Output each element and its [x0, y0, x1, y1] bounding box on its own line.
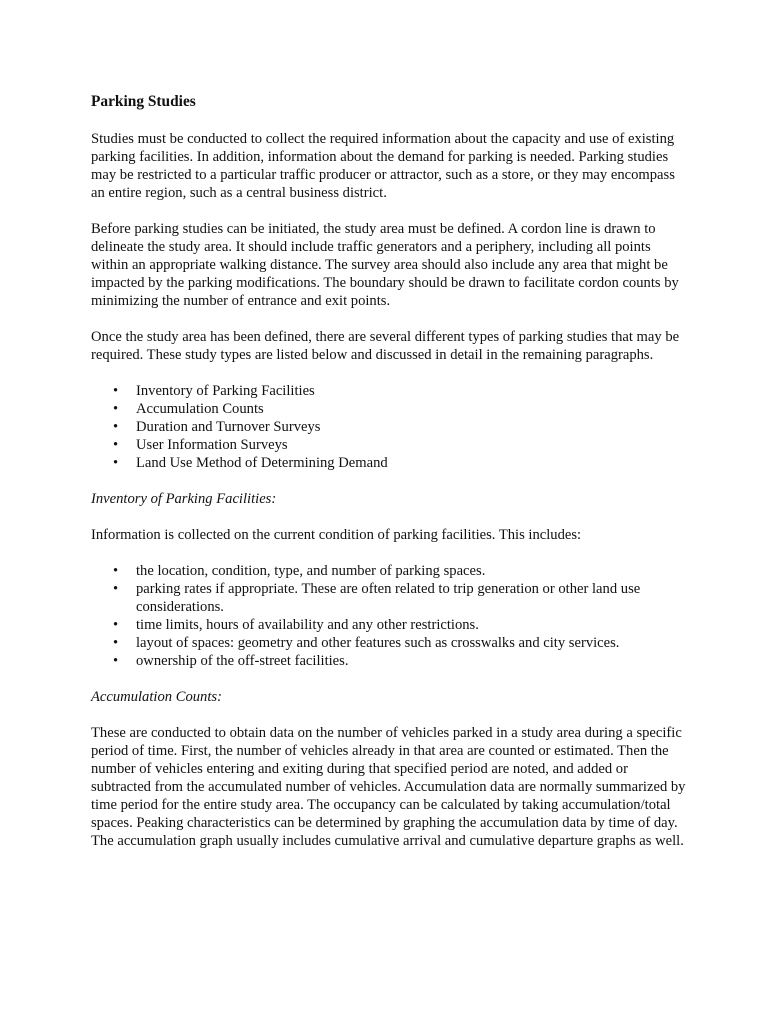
- bullet-icon: •: [113, 563, 119, 579]
- list-item: [91, 634, 691, 652]
- list-item-text: Duration and Turnover Surveys: [136, 419, 321, 435]
- bullet-icon: •: [113, 617, 119, 633]
- list-item-text: User Information Surveys: [136, 437, 288, 453]
- list-item-text: Land Use Method of Determining Demand: [136, 455, 388, 471]
- bullet-icon: •: [113, 455, 119, 471]
- inventory-list: [91, 562, 691, 670]
- list-item-text: Accumulation Counts: [136, 401, 264, 417]
- list-item: [91, 436, 691, 454]
- list-item-text: time limits, hours of availability and any other restrictions.: [136, 617, 479, 633]
- bullet-icon: •: [113, 581, 119, 597]
- bullet-icon: •: [113, 419, 119, 435]
- inventory-heading: Inventory of Parking Facilities:: [91, 491, 277, 507]
- study-area-paragraph: Before parking studies can be initiated, the study area must be defined. A cordon line is drawn to delineate the study area. It should include traffic generators and a periphery, including all points within an appropriate walking distance. The survey area should also include any area that might be impacted by the parking modifications. The boundary should be drawn to facilitate cordon counts by minimizing the number of entrance and exit points.: [91, 221, 679, 309]
- list-item: [91, 652, 691, 670]
- list-item: [91, 418, 691, 436]
- list-item-text: layout of spaces: geometry and other features such as crosswalks and city services.: [136, 635, 620, 651]
- list-item: [91, 400, 691, 418]
- document-page: [91, 92, 691, 868]
- accumulation-heading: Accumulation Counts:: [91, 689, 222, 705]
- bullet-icon: •: [113, 401, 119, 417]
- bullet-icon: •: [113, 635, 119, 651]
- inventory-intro: Information is collected on the current condition of parking facilities. This includes:: [91, 527, 582, 543]
- bullet-icon: •: [113, 383, 119, 399]
- study-types-paragraph: Once the study area has been defined, there are several different types of parking studies that may be required. These study types are listed below and discussed in detail in the remaining paragraphs.: [91, 329, 680, 363]
- list-item-text: the location, condition, type, and number of parking spaces.: [136, 563, 486, 579]
- bullet-icon: •: [113, 437, 119, 453]
- bullet-icon: •: [113, 653, 119, 669]
- list-item: [91, 616, 691, 634]
- study-types-list: [91, 382, 691, 472]
- document-title: Parking Studies: [91, 93, 196, 110]
- accumulation-paragraph: These are conducted to obtain data on the number of vehicles parked in a study area during a specific period of time. First, the number of vehicles already in that area are counted or estimated. Then the number of vehicles entering and exiting during that specified period are noted, and added or subtracted from the accumulated number of vehicles. Accumulation data are normally summarized by time period for the entire study area. The occupancy can be calculated by taking accumulation/total spaces. Peaking characteristics can be determined by graphing the accumulation data by time of day. The accumulation graph usually includes cumulative arrival and cumulative departure graphs as well.: [91, 725, 686, 849]
- list-item: [91, 382, 691, 400]
- intro-paragraph: Studies must be conducted to collect the required information about the capacity and use of existing parking facilities. In addition, information about the demand for parking is needed. Parking studies may be restricted to a particular traffic producer or attractor, such as a store, or they may encompass an entire region, such as a central business district.: [91, 131, 675, 201]
- list-item: [91, 580, 691, 616]
- list-item-text: ownership of the off-street facilities.: [136, 653, 349, 669]
- list-item-text: parking rates if appropriate. These are often related to trip generation or other land use considerations.: [136, 581, 641, 615]
- list-item-text: Inventory of Parking Facilities: [136, 383, 315, 399]
- list-item: [91, 562, 691, 580]
- list-item: [91, 454, 691, 472]
